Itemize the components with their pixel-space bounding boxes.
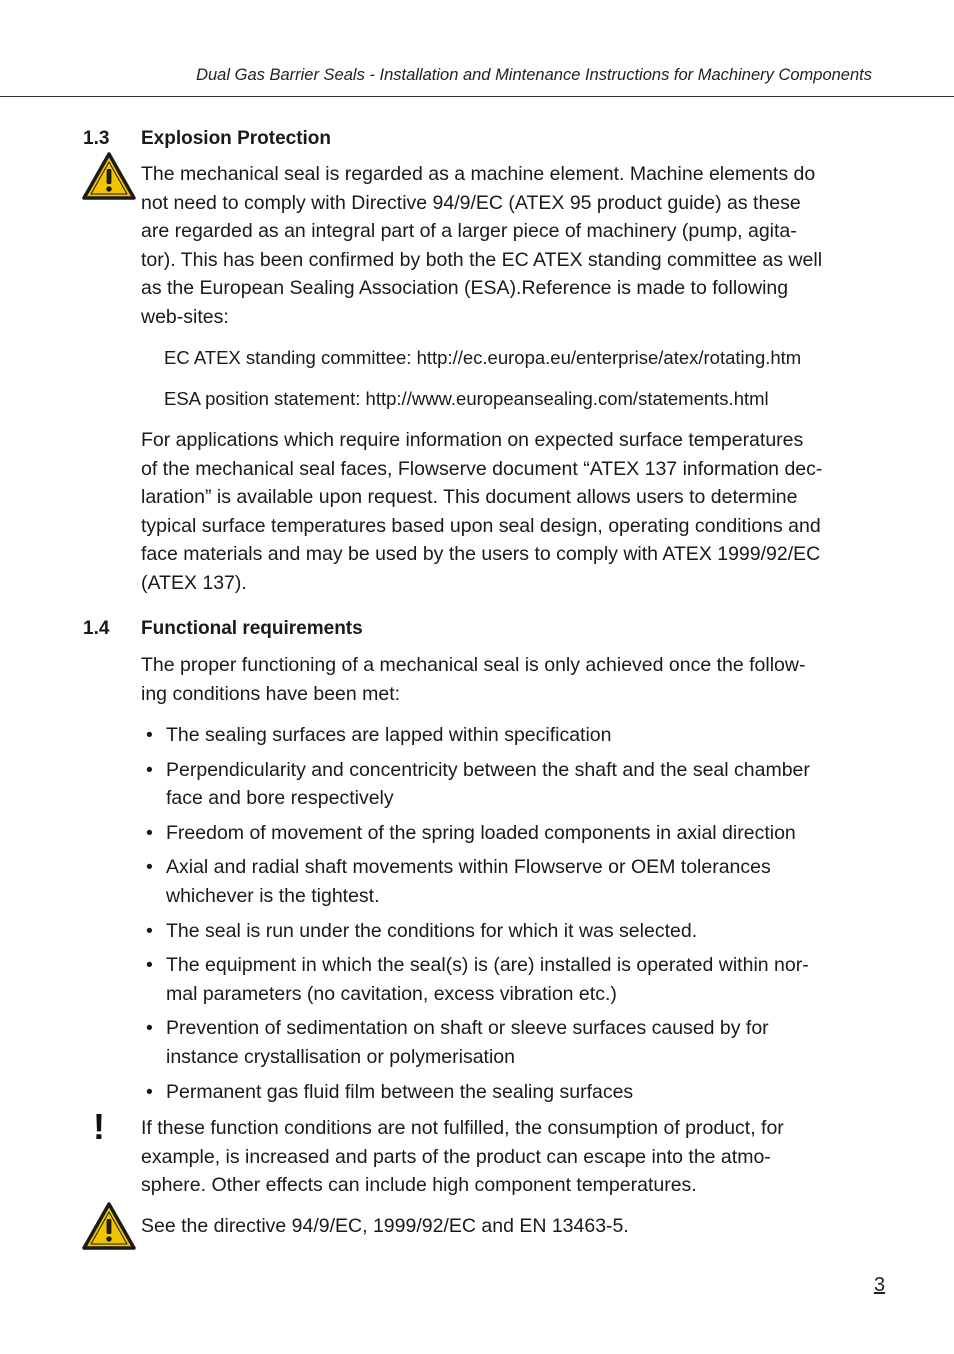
- list-item: • Prevention of sedimentation on shaft or sleeve surfaces caused by for instance crystallisation or polymerisation: [141, 1014, 881, 1071]
- section-number: 1.4: [83, 618, 110, 639]
- explosion-protection-paragraph: The mechanical seal is regarded as a machine element. Machine elements do not need to comply with Directive 94/9/EC (ATEX 95 product guide) as these are regarded as an integral part of a larger piece of machinery (pump, agita- tor). This has been confirmed by both the EC ATEX standing committee as well as the European Sealing Association (ESA).Reference is made to following web-sites:: [141, 163, 823, 328]
- page-number: 3: [874, 1274, 886, 1296]
- directive-note: See the directive 94/9/EC, 1999/92/EC and EN 13463-5.: [141, 1215, 629, 1237]
- exclamation-icon: !: [93, 1106, 105, 1147]
- notice-paragraph: If these function conditions are not fulfilled, the consumption of product, for example, is increased and parts of the product can escape into the atmo- sphere. Other effects can include high component temperatures.: [141, 1117, 784, 1197]
- bullet-icon: •: [146, 1080, 153, 1103]
- bullet-icon: •: [146, 1017, 153, 1040]
- ec-atex-reference: EC ATEX standing committee: http://ec.europa.eu/enterprise/atex/rotating.htm: [164, 347, 802, 368]
- warning-triangle-icon: [82, 1202, 136, 1250]
- list-item: • The seal is run under the conditions for which it was selected.: [141, 917, 881, 946]
- bullet-icon: •: [146, 919, 153, 942]
- list-item: • Perpendicularity and concentricity between the shaft and the seal chamber face and bore respectively: [141, 756, 881, 813]
- surface-temperature-paragraph: For applications which require information on expected surface temperatures of the mechanical seal faces, Flowserve document “ATEX 137 information dec- laration” is available upon request. This document allows users to determine typical surface temperatures based upon seal design, operating conditions and face materials and may be used by the users to comply with ATEX 1999/92/EC (ATEX 137).: [141, 429, 823, 594]
- warning-triangle-icon: [82, 152, 136, 200]
- section-number: 1.3: [83, 128, 110, 149]
- running-header: Dual Gas Barrier Seals - Installation and Mintenance Instructions for Machinery Components: [196, 66, 872, 84]
- header-divider: [0, 96, 954, 97]
- list-item: • Permanent gas fluid film between the sealing surfaces: [141, 1078, 881, 1107]
- list-item: • The equipment in which the seal(s) is (are) installed is operated within nor- mal parameters (no cavitation, excess vibration etc.): [141, 951, 881, 1008]
- bullet-icon: •: [146, 856, 153, 879]
- section-title: Functional requirements: [141, 618, 363, 639]
- bullet-icon: •: [146, 954, 153, 977]
- bullet-icon: •: [146, 821, 153, 844]
- bullet-icon: •: [146, 724, 153, 746]
- functional-intro-paragraph: The proper functioning of a mechanical seal is only achieved once the follow- ing conditions have been met:: [141, 654, 806, 705]
- list-item: • Freedom of movement of the spring loaded components in axial direction: [141, 819, 881, 848]
- esa-reference: ESA position statement: http://www.europeansealing.com/statements.html: [164, 388, 769, 409]
- bullet-icon: •: [146, 758, 153, 781]
- list-item: • The sealing surfaces are lapped within specification: [141, 721, 881, 750]
- list-item: • Axial and radial shaft movements within Flowserve or OEM tolerances whichever is the tightest.: [141, 853, 881, 910]
- requirements-list: [141, 721, 881, 1106]
- section-title: Explosion Protection: [141, 128, 332, 149]
